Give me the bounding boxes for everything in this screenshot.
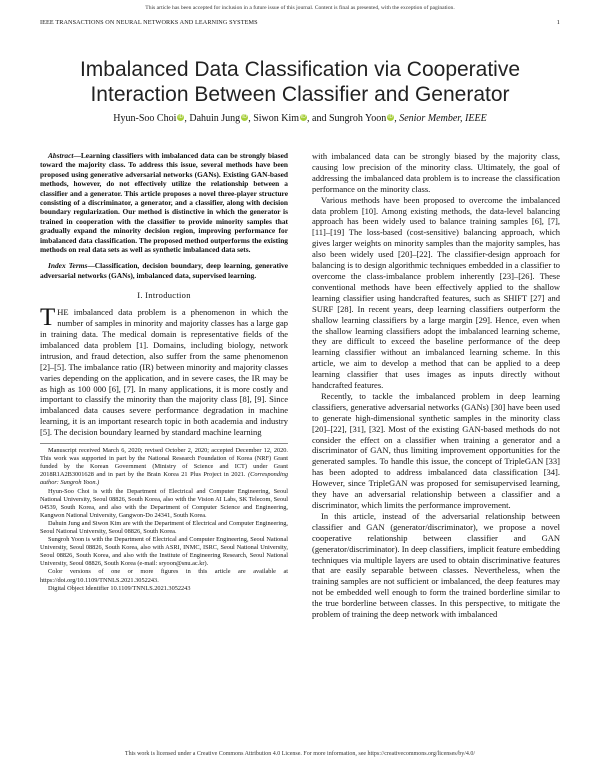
footnote-author-1: Hyun-Soo Choi is with the Department of Electrical and Computer Engineering, Seoul National University, Seoul 08826, South Korea, also with the Vision AI Labs, SK Telecom, Seoul 04539, South Korea, and also with the Department of Computer Science and Engineering, Kangwon National University, Gangwon-Do 24341, South Korea. [40,487,288,519]
index-terms: Index Terms—Classification, decision boundary, deep learning, generative adversarial networks (GANs), imbalanced data, supervised learning. [40,261,289,280]
left-column [40,151,288,593]
index-terms-label: Index Terms [48,261,88,271]
body-paragraph: Various methods have been proposed to overcome the imbalanced data problem [10]. Among existing methods, the data-level balancing approach has been widely used to balance training samples [6], [7], [11]–[19] The loss-based (cost-sensitive) balancing approach, which gives larger weights on minority samples than the majority samples, has also been widely used [20]–[22]. The classifier-design approach for balancing is to design algorithmic techniques embedded in a classifier to overcome the class-imbalance problem inherently [23]–[26]. These conventional methods have been effectively applied to the shallow learning classifier using handcrafted features, such as SHIFT [27] and SURF [28]. In recent years, deep learning classifiers outperform the shallow learning classifiers by a large margin [29]. Hence, even when the shallow learning classifiers adopt the imbalanced learning scheme, they are difficult to exceed the baseline performance of the deep learning classifier without an imbalanced learning scheme. In this article, we aim to develop a method that can be applied to a deep learning classifier that uses images as inputs directly without handcrafted features. [312,194,560,391]
page-number: 1 [556,19,560,26]
footnotes [40,443,288,593]
intro-paragraph [40,304,288,438]
author-line: Hyun-Soo Choi iD, Dahuin Jung iD, Siwon Kim iD, and Sungroh Yoon iD, Senior Member, IEEE [113,113,487,124]
body-paragraph: Recently, to tackle the imbalanced problem in deep learning classifiers, generative adversarial networks (GANs) [30] have been used to generate high-dimensional synthetic samples in the minority class [20]–[22], [31], [32]. Most of the existing GAN-based methods do not consider the effect on a classifier when training a generator and a discriminator of GAN, thus limiting improvement opportunities for the generated samples. To handle this issue, the concept of TripleGAN [33] has been adopted to address imbalanced data classification [34]. However, since TripleGAN was proposed for semisupervised learning, they have an adversarial relationship between a classifier and a discriminator, which limits the performance improvement. [312,390,560,510]
drop-cap: T [40,304,56,332]
body-paragraph: with imbalanced data can be strongly biased by the majority class, causing low precision of the minority class. Ultimately, the goal of addressing the imbalanced data problem is to increase the classification performance on the minority class. [312,151,560,194]
footnote-manuscript [40,447,288,487]
footnote-doi: Digital Object Identifier 10.1109/TNNLS.2021.3052243 [48,584,191,592]
author-4: and Sungroh Yoon [312,113,387,124]
abstract-text: Learning classifiers with imbalanced data can be strongly biased toward the majority class. To address this issue, several methods have been proposed using generative adversarial networks (GANs). Existing GAN-based methods, however, do not effectively utilize the relationship between a classifier and a generator. This article proposes a novel three-player structure consisting of a discriminator, a generator, and a classifier, along with decision boundary regularization. Our method is distinctive in which the generator is trained in cooperation with the classifier to provide minority samples that gradually expand the minority decision region, improving performance for imbalanced data classification. The proposed method outperforms the existing methods on real data sets as well as synthetic imbalanced data sets. [40,151,288,255]
intro-text: HE imbalanced data problem is a phenomenon in which the number of samples in minority and majority classes has a large gap in training data. The medical domain is representative fields of the imbalanced data problem [1]. Domains, including biology, network intrusion, and fraud detection, also suffer from the same phenomenon [2]–[5]. The imbalance ratio (IR) between minority and majority classes varies depending on the application, and in severe cases, the IR may be as high as 100 000 [6], [7]. In many applications, it is more costly and important to classify the minority than the majority class [8], [9]. Since imbalanced data causes severe performance degradation in machine learning, it is an important research topic in both academia and industry [5]. The decision boundary learned by standard machine learning [40,307,288,438]
footnote-authors-2-3: Dahuin Jung and Siwon Kim are with the Department of Electrical and Computer Engineering, Seoul National University, Seoul 08826, South Korea. [40,519,288,535]
orcid-icon[interactable]: iD [388,114,394,120]
abstract-label: Abstract [48,151,74,160]
author-3: Siwon Kim [253,113,300,124]
author-membership: Senior Member, IEEE [399,113,487,124]
author-1: Hyun-Soo Choi [113,113,177,124]
footnote-text: Manuscript received March 6, 2020; revised October 2, 2020; accepted December 12, 2020. This work was supported in part by the National Research Foundation of Korea (NRF) Grant funded by the Korean Government (Ministry of Science and ICT) under Grant 2018R1A2B3001628 and in part by the Brain Korea 21 Plus Project in 2021. [40,447,288,479]
paper-title: Imbalanced Data Classification via Cooperative Interaction Between Classifier and Generator [79,58,521,106]
index-terms-text: Classification, decision boundary, deep learning, generative adversarial networks (GANs), imbalanced data, supervised learning. [40,261,289,280]
abstract: Abstract—Learning classifiers with imbalanced data can be strongly biased toward the majority class. To address this issue, several methods have been proposed using generative adversarial networks (GANs). Existing GAN-based methods, however, do not effectively utilize the relationship between a classifier and a generator. This article proposes a novel three-player structure consisting of a discriminator, a generator, and a classifier, along with decision boundary regularization. Our method is distinctive in which the generator is trained in cooperation with the classifier to provide minority samples that gradually expand the minority decision region, improving performance for imbalanced data classification. The proposed method outperforms the existing methods on real data sets as well as synthetic imbalanced data sets. [40,151,288,255]
orcid-icon[interactable]: iD [301,114,306,120]
orcid-icon[interactable]: iD [178,114,184,120]
author-2: Dahuin Jung [189,113,241,124]
section-heading-introduction: I. Introduction [137,290,191,301]
footnote-color-versions: Color versions of one or more figures in this article are available at https://doi.org/10.1109/TNNLS.2021.3052243. [40,568,288,584]
orcid-icon[interactable]: iD [242,114,248,120]
footnote-author-4: Sungroh Yoon is with the Department of Electrical and Computer Engineering, Seoul National University, Seoul 08826, South Korea, also with ASRI, INMC, ISRC, Seoul National University, Seoul 08826, South Korea, and also with the Institute of Engineering Research, Seoul National University, Seoul 08826, South Korea (e-mail: sryoon@snu.ac.kr). [40,536,288,568]
license-footer: This work is licensed under a Creative Commons Attribution 4.0 License. For more information, see https://creativecommons.org/licenses/by/4.0/ [124,751,476,757]
right-column [312,151,560,620]
running-header [40,19,560,26]
journal-name: IEEE TRANSACTIONS ON NEURAL NETWORKS AND LEARNING SYSTEMS [40,19,258,26]
body-paragraph: In this article, instead of the adversarial relationship between classifier and GAN (generator/discriminator), we propose a novel cooperative relationship between classifier and GAN (generator/discriminator). In deep classifiers, implicit feature embedding techniques via multiple layers are used to obtain discriminative features that are easily separable between classes. Nevertheless, when the training samples are not sufficient or imbalanced, the deep features may not be embedded well enough to form the trained borderline similar to the true borderline between classes. In this perspective, to mitigate the problem of training the deep network with imbalanced [312,510,560,620]
footnote-corresponding: (Corresponding author: Sungroh Yoon.) [40,471,289,487]
acceptance-notice: This article has been accepted for inclusion in a future issue of this journal. Content is final as presented, with the exception of pagination. [145,5,455,11]
